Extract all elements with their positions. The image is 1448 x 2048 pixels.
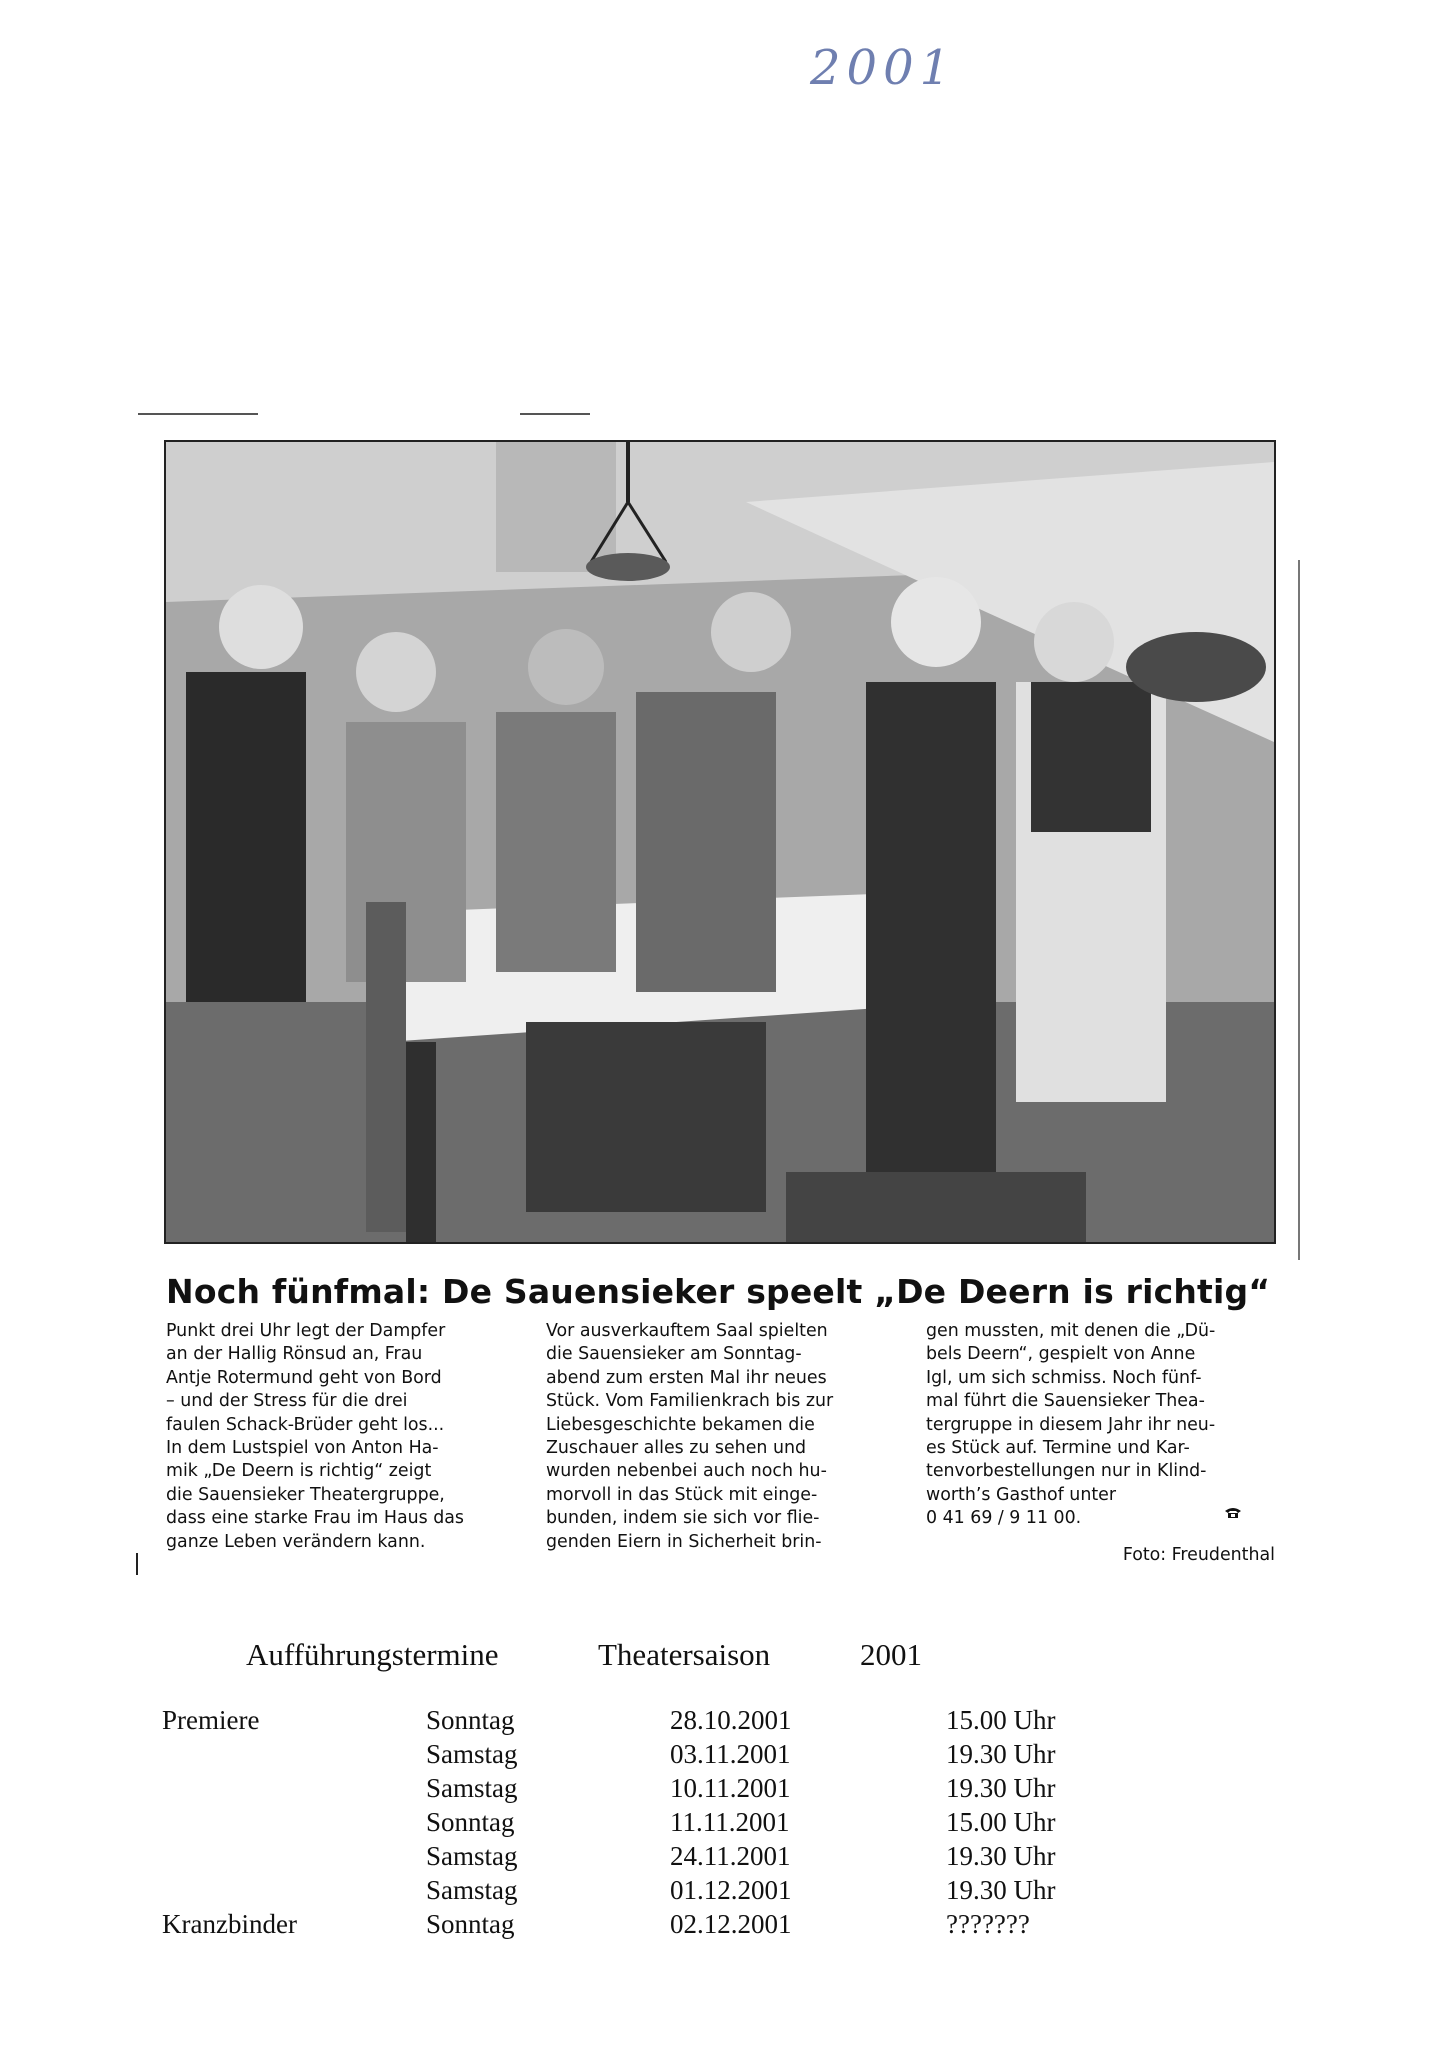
article-headline: Noch fünfmal: De Sauensieker speelt „De Deern is richtig“ (166, 1272, 1271, 1311)
clipping-cut-line (520, 413, 590, 415)
schedule-row (0, 1841, 1448, 1875)
schedule-row (0, 1773, 1448, 1807)
schedule-time: 19.30 Uhr (946, 1773, 1056, 1803)
schedule-row (0, 1807, 1448, 1841)
schedule-year: 2001 (860, 1637, 922, 1672)
schedule-label: Premiere (162, 1705, 260, 1735)
schedule-title: Aufführungstermine (246, 1637, 499, 1672)
schedule-day: Samstag (426, 1875, 518, 1905)
photo-credit: Foto: Freudenthal (1122, 1545, 1275, 1565)
schedule-date: 24.11.2001 (670, 1841, 791, 1871)
schedule-date: 10.11.2001 (670, 1773, 791, 1803)
handwritten-year-note: 2001 (810, 40, 957, 96)
article-column-3: gen mussten, mit denen die „Dü- bels Deern“, gespielt von Anne Igl, um sich schmiss. Noch fünf- mal führt die Sauensieker Thea- tergruppe in diesem Jahr ihr neu- es Stück auf. Termine und Kar- tenvorbestellungen nur in Klind- worth’s Gasthof unter 0 41 69 / 9 11 00. (926, 1321, 1216, 1529)
schedule-row (0, 1739, 1448, 1773)
schedule-day: Samstag (426, 1739, 518, 1769)
schedule-date: 01.12.2001 (670, 1875, 792, 1905)
schedule-date: 02.12.2001 (670, 1909, 792, 1939)
schedule-day: Sonntag (426, 1909, 515, 1939)
schedule-row (0, 1705, 1448, 1739)
theatre-scene-illustration (166, 442, 1274, 1242)
schedule-label: Kranzbinder (162, 1909, 297, 1939)
schedule-day: Sonntag (426, 1807, 515, 1837)
schedule-row (0, 1909, 1448, 1943)
schedule-time: 15.00 Uhr (946, 1705, 1056, 1735)
article-column-1: Punkt drei Uhr legt der Dampfer an der Hallig Rönsud an, Frau Antje Rotermund geht von Bord – und der Stress für die drei faulen Schack-Brüder geht los... In dem Lustspiel von Anton Ha- mik „De Deern is richtig“ zeigt die Sauensieker Theatergruppe, dass eine starke Frau im Haus das ganze Leben verändern kann. (166, 1321, 464, 1552)
schedule-day: Samstag (426, 1773, 518, 1803)
schedule-date: 03.11.2001 (670, 1739, 791, 1769)
schedule-day: Sonntag (426, 1705, 515, 1735)
newspaper-photo (164, 440, 1276, 1244)
schedule-time: ??????? (946, 1909, 1030, 1939)
schedule-season: Theatersaison (598, 1637, 771, 1672)
schedule-row (0, 1875, 1448, 1909)
schedule-date: 11.11.2001 (670, 1807, 790, 1837)
schedule-time: 19.30 Uhr (946, 1875, 1056, 1905)
schedule-time: 19.30 Uhr (946, 1739, 1056, 1769)
schedule-date: 28.10.2001 (670, 1705, 792, 1735)
margin-mark (1298, 560, 1300, 1260)
clipping-cut-line (138, 413, 258, 415)
schedule-time: 15.00 Uhr (946, 1807, 1056, 1837)
schedule-time: 19.30 Uhr (946, 1841, 1056, 1871)
article-column-2: Vor ausverkauftem Saal spielten die Sauensieker am Sonntag- abend zum ersten Mal ihr neues Stück. Vom Familienkrach bis zur Liebesgeschichte bekamen die Zuschauer alles zu sehen und wurden nebenbei auch noch hu- morvoll in das Stück mit einge- bunden, indem sie sich vor flie- genden Eiern in Sicherheit brin- (546, 1321, 834, 1552)
telephone-icon (1224, 1506, 1242, 1519)
margin-mark (136, 1553, 138, 1575)
schedule-day: Samstag (426, 1841, 518, 1871)
